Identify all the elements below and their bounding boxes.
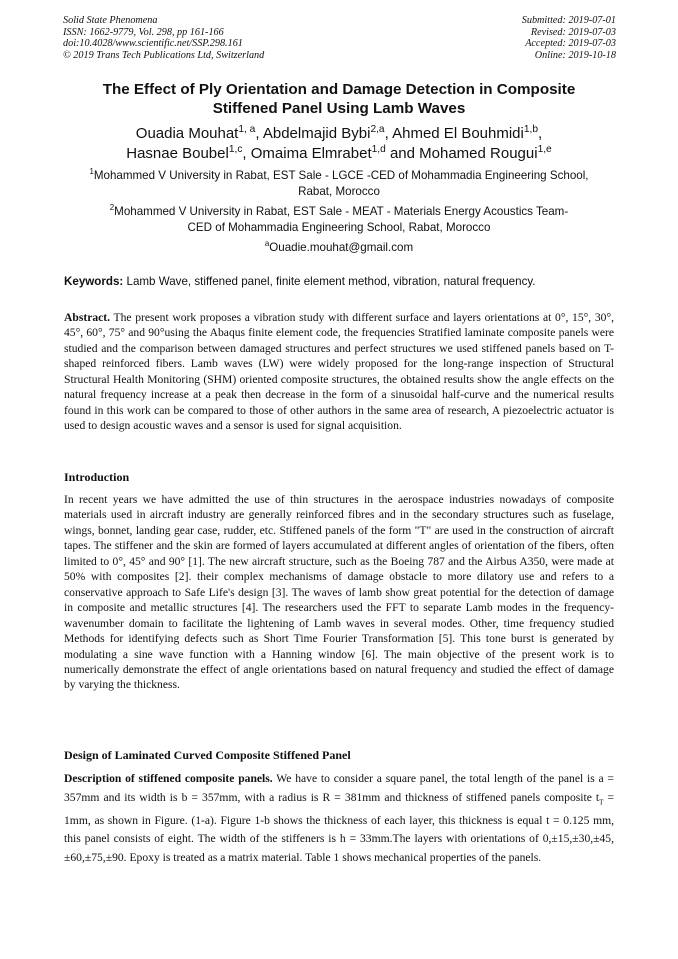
issn-line: ISSN: 1662-9779, Vol. 298, pp 161-166: [63, 26, 224, 38]
author-name: Ouadia Mouhat: [135, 125, 239, 142]
author-list: Ouadia Mouhat$^{1, a}$, Abdelmajid Bybi$^{2,a}$, Ahmed El Bouhmidi$^{1,b}$, Hasnae Boubel$^{1,c}$, Omaima Elmrabet$^{1,d}$ and Mohamed Rougui$^{1,e}$: [126, 124, 552, 162]
equation-length: a = 357mm: [64, 772, 614, 804]
equation-width: b = 357mm: [181, 790, 238, 804]
equation-radius: R = 381mm: [322, 790, 381, 804]
journal-header-left: [63, 15, 264, 61]
author-name: , Abdelmajid Bybi: [255, 125, 371, 142]
author-name: , Omaima Elmrabet: [242, 145, 372, 162]
doi-line: doi:10.4028/www.scientific.net/SSP.298.161: [63, 38, 243, 50]
abstract-text: The present work proposes a vibration study with different surface and layers orientations at 0°, 15°, 30°, 45°, 60°, 75° and 90°using the Abaqus finite element code, the frequencies Stratified laminate composite panels were studied and the comparison between damaged structures and perfect structures we used stiffened panels based on T-shaped reinforced fibers. Lamb waves (LW) were widely proposed for the long-range inspection of Structural Structural Health Monitoring (SHM) oriented composite structures, the obtained results show the angle effects on the natural frequency increase at a peak then decrease in the form of a sinusoidal half-curve and the numerical results found in this work can be compared to those of other authors in the same area of research, A piezoelectric actuator is used to design acoustic waves and a sensor is used for signal acquisition.: [64, 311, 614, 433]
introduction-text: In recent years we have admitted the use of thin structures in the aerospace industries nowadays of composite materials used in aircraft industry are generally reinforced fibres and in the secondary structures such as fuselage, wings, bonnet, landing gear case, rudder, etc. Stiffened panels of the form "T" are used in the construction of aircraft tapes. The stiffener and the skin are formed of layers accumulated at different angles of orientation of the fibers, often limited to 0°, 45° and 90° [1]. The new aircraft structure, such as the Boeing 787 and the Airbus A350, were made at 50% with composites [2]. their complex mechanisms of damage obstacle to more dilatory use and refers to a conservative approach to Safe Life's design [3]. The waves of lamb show great potential for the detection of damage in composite and metallic structures [4]. The researchers used the FFT to separate Lamb modes in the frequency-wavenumber domain to facilitate the lightening of Lamb waves in several modes. Other, time frequency studied Methods for identifying defects such as Short Time Fourier Transformation [5]. This tone burst is generated by modulating a sine wave function with a Hanning window [6]. The main objective of the present work is to numerically demonstrate the effect of angle orientations based on natural frequency and studied the effect of damage by varying the thickness.: [64, 493, 614, 692]
keywords-text: Lamb Wave, stiffened panel, finite element method, vibration, natural frequency.: [123, 275, 536, 288]
abstract: [64, 310, 614, 434]
affiliation-1: $^1$Mohammed V University in Rabat, EST Sale - LGCE -CED of Mohammadia Engineering School, Rabat, Morocco: [89, 167, 589, 198]
equation-layer-thickness: t = 0.125 mm: [546, 813, 612, 827]
section-heading-introduction: Introduction: [64, 470, 130, 484]
design-description: Description of stiffened composite panels. We have to consider a square panel, the total length of the panel is a = 357mm and its width is b = 357mm, with a radius is R = 381mm and thickness of stiffened panels composite $t_T = 1mm$, as shown in Figure. (1-a). Figure 1-b shows the thickness of each layer, this thickness is equal t = 0.125 mm, this panel consists of eight. The width of the stiffeners is h = 33mm.The layers with orientations of 0,±15,±30,±45,±60,±75,±90. Epoxy is treated as a matrix material. Table 1 shows mechanical properties of the panels.: [64, 772, 615, 864]
keywords: [64, 274, 616, 289]
author-name: Hasnae Boubel: [126, 145, 229, 162]
corresponding-email: $^a$Ouadie.mouhat@gmail.com: [264, 239, 414, 254]
accepted-date: Accepted: 2019-07-03: [525, 38, 616, 50]
journal-header-right: [522, 15, 616, 61]
abstract-label: Abstract.: [64, 311, 111, 324]
author-name: , Ahmed El Bouhmidi: [384, 125, 524, 142]
equation-thickness-total: $t_T = 1mm$: [64, 790, 615, 827]
equation-orientations: 0,±15,±30,±45,±60,±75,±90: [64, 832, 614, 864]
section-heading-design: Design of Laminated Curved Composite Stiffened Panel: [64, 748, 351, 762]
revised-date: Revised: 2019-07-03: [530, 26, 616, 38]
equation-stiffener-width: h = 33mm: [339, 832, 390, 846]
online-date: Online: 2019-10-18: [534, 49, 616, 61]
submitted-date: Submitted: 2019-07-01: [521, 15, 616, 26]
copyright-line: © 2019 Trans Tech Publications Ltd, Switzerland: [63, 49, 265, 61]
author-name: and Mohamed Rougui: [385, 145, 538, 162]
email-address: Ouadie.mouhat@gmail.com: [269, 241, 414, 254]
affiliation-2: $^2$Mohammed V University in Rabat, EST Sale - MEAT - Materials Energy Acoustics Team- CED of Mohammadia Engineering School, Rabat, Morocco: [109, 203, 569, 234]
subsection-label: Description of stiffened composite panels.: [64, 772, 273, 785]
paper-title: The Effect of Ply Orientation and Damage Detection in Composite Stiffened Panel Using Lamb Waves: [102, 81, 576, 117]
journal-name: Solid State Phenomena: [63, 15, 158, 26]
keywords-label: Keywords:: [64, 275, 124, 288]
